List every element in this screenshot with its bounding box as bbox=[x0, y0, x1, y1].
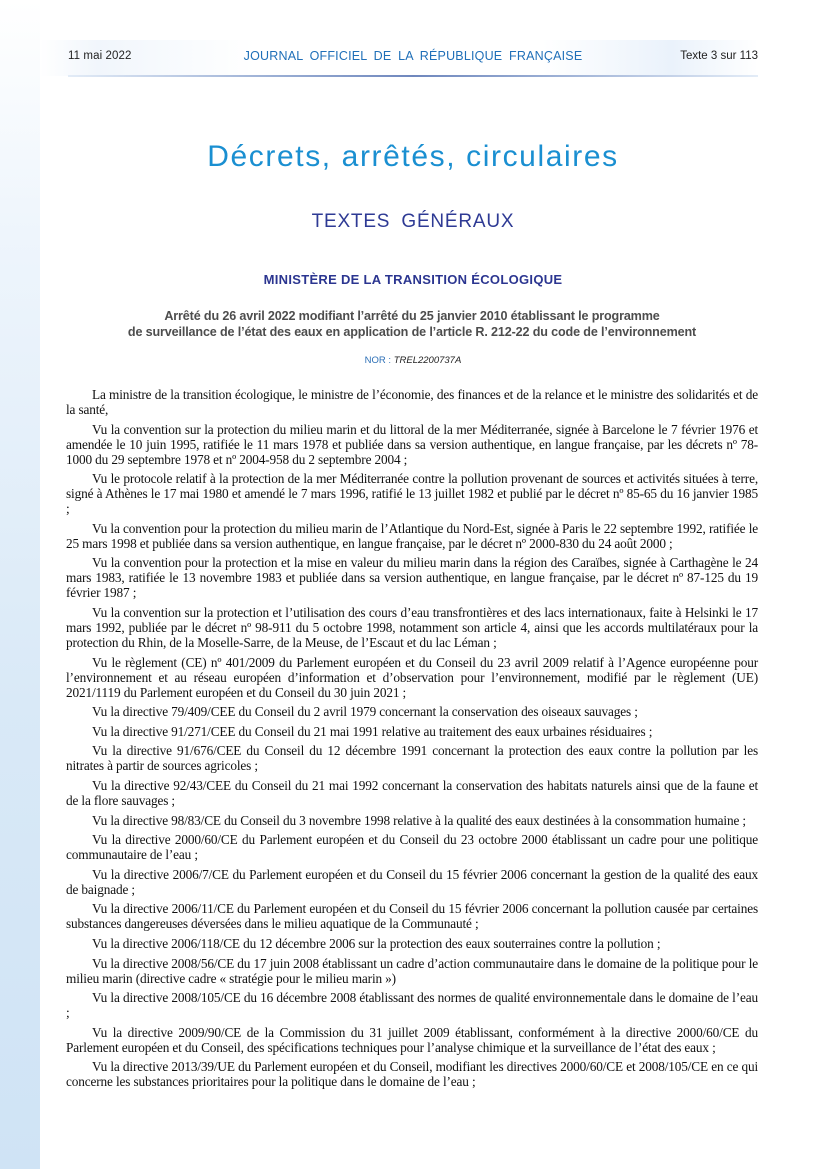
document-body bbox=[66, 387, 758, 1094]
visa-paragraph: Vu le règlement (CE) nº 401/2009 du Parlement européen et du Conseil du 23 avril 2009 relatif à l’Agence européenne pour l’environnement et au réseau européen d’information et d’observation pour l’environnement, modifié par le règlement (UE) 2021/1119 du Parlement européen et du Conseil du 30 juin 2021 ; bbox=[66, 654, 758, 700]
page-title: Décrets, arrêtés, circulaires bbox=[207, 140, 619, 173]
arrete-title bbox=[66, 309, 758, 340]
visa-paragraph: Vu la directive 2006/7/CE du Parlement européen et du Conseil du 15 février 2006 concernant la gestion de la qualité des eaux de baignade ; bbox=[66, 866, 758, 897]
arrete-title-line-2: de surveillance de l’état des eaux en application de l’article R. 212-22 du code de l’environnement bbox=[127, 324, 697, 339]
visa-paragraph: Vu la directive 2013/39/UE du Parlement européen et du Conseil, modifiant les directives 2000/60/CE et 2008/105/CE en ce qui concerne les substances prioritaires pour la politique dans le domaine de l’eau ; bbox=[66, 1059, 758, 1090]
visa-paragraph: Vu la directive 2009/90/CE de la Commission du 31 juillet 2009 établissant, conformément à la directive 2000/60/CE du Parlement européen et du Conseil, des spécifications techniques pour l’analyse chimique et la surveillance de l’état des eaux ; bbox=[66, 1024, 758, 1055]
ministry-name: MINISTÈRE DE LA TRANSITION ÉCOLOGIQUE bbox=[263, 272, 563, 287]
visa-paragraph: Vu la directive 2008/105/CE du 16 décembre 2008 établissant des normes de qualité environnementale dans le domaine de l’eau ; bbox=[66, 990, 758, 1021]
visa-paragraph: Vu la directive 92/43/CEE du Conseil du 21 mai 1992 concernant la conservation des habitats naturels ainsi que de la faune et de la flore sauvages ; bbox=[66, 777, 758, 808]
visa-paragraph: Vu la directive 91/676/CEE du Conseil du 12 décembre 1991 concernant la protection des eaux contre la pollution par les nitrates à partir de sources agricoles ; bbox=[66, 743, 758, 774]
visa-paragraph: Vu la convention sur la protection et l’utilisation des cours d’eau transfrontières et des lacs internationaux, faite à Helsinki le 17 mars 1992, publiée par le décret nº 98-911 du 5 octobre 1998, notamment son article 4, ainsi que les accords multilatéraux pour la protection du Rhin, de la Moselle-Sarre, de la Meuse, de l’Escaut et du lac Léman ; bbox=[66, 604, 758, 650]
nor-label: NOR : bbox=[364, 355, 394, 366]
nor-reference bbox=[0, 355, 826, 367]
visa-paragraph: Vu la directive 98/83/CE du Conseil du 3 novembre 1998 relative à la qualité des eaux destinées à la consommation humaine ; bbox=[92, 812, 746, 828]
visa-paragraph: Vu le protocole relatif à la protection de la mer Méditerranée contre la pollution provenant de sources et activités situées à terre, signé à Athènes le 17 mai 1980 et amendé le 7 mars 1996, ratifié le 13 juillet 1982 et publié par le décret nº 85-65 du 16 janvier 1985 ; bbox=[66, 471, 758, 517]
visa-paragraph: Vu la convention pour la protection et la mise en valeur du milieu marin dans la région des Caraïbes, signée à Carthagène le 24 mars 1983, ratifiée le 13 novembre 1983 et publiée dans sa version authentique, en langue française, par le décret nº 87-125 du 19 février 1987 ; bbox=[66, 555, 758, 601]
visa-paragraph: Vu la directive 91/271/CEE du Conseil du 21 mai 1991 relative au traitement des eaux urbaines résiduaires ; bbox=[92, 723, 653, 739]
visa-paragraph: Vu la convention pour la protection du milieu marin de l’Atlantique du Nord-Est, signée à Paris le 22 septembre 1992, ratifiée le 25 mars 1998 et publiée dans sa version authentique, en langue française, par le décret nº 2000-830 du 24 août 2000 ; bbox=[66, 520, 758, 551]
arrete-title-line-1: Arrêté du 26 avril 2022 modifiant l’arrêté du 25 janvier 2010 établissant le programme bbox=[164, 309, 660, 323]
visa-paragraph: Vu la directive 2006/118/CE du 12 décembre 2006 sur la protection des eaux souterraines contre la pollution ; bbox=[92, 935, 661, 951]
visa-paragraph: Vu la directive 79/409/CEE du Conseil du 2 avril 1979 concernant la conservation des oiseaux sauvages ; bbox=[92, 704, 638, 720]
visa-paragraph: Vu la directive 2008/56/CE du 17 juin 2008 établissant un cadre d’action communautaire dans le domaine de la politique pour le milieu marin (directive cadre « stratégie pour le milieu marin ») bbox=[66, 955, 758, 986]
header-divider bbox=[68, 75, 758, 77]
section-title: TEXTES GÉNÉRAUX bbox=[311, 211, 515, 232]
visa-paragraph: Vu la convention sur la protection du milieu marin et du littoral de la mer Méditerranée, signée à Barcelone le 7 février 1976 et amendée le 10 juin 1995, ratifiée le 11 mars 1978 et publiée dans sa version authentique, en langue française, par les décrets nº 78-1000 du 29 septembre 1978 et nº 2004-958 du 2 septembre 2004 ; bbox=[66, 421, 758, 467]
header-date: 11 mai 2022 bbox=[68, 50, 132, 62]
header-text-count: Texte 3 sur 113 bbox=[680, 50, 758, 62]
nor-value: TREL2200737A bbox=[393, 355, 462, 366]
header-journal-title: JOURNAL OFFICIEL DE LA RÉPUBLIQUE FRANÇAISE bbox=[243, 49, 583, 63]
visa-paragraph: Vu la directive 2000/60/CE du Parlement européen et du Conseil du 23 octobre 2000 établissant un cadre pour une politique communautaire de l’eau ; bbox=[66, 832, 758, 863]
preamble-paragraph: La ministre de la transition écologique, le ministre de l’économie, des finances et de la relance et le ministre des solidarités et de la santé, bbox=[66, 387, 758, 417]
visa-paragraph: Vu la directive 2006/11/CE du Parlement européen et du Conseil du 15 février 2006 concernant la pollution causée par certaines substances dangereuses déversées dans le milieu aquatique de la Communauté ; bbox=[66, 901, 758, 932]
